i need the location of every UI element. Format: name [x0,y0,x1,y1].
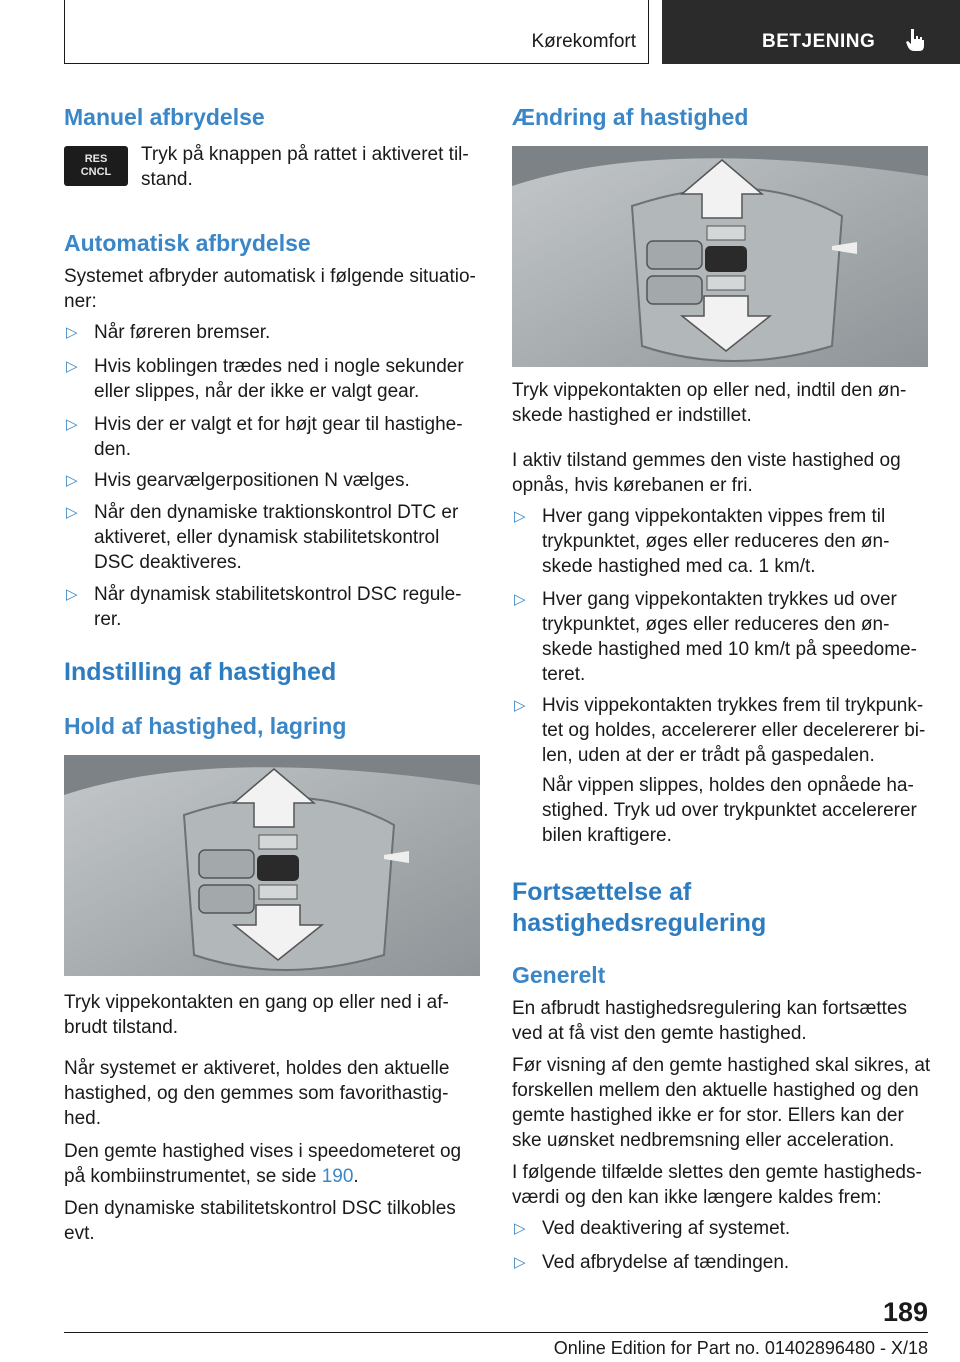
cncl-label: CNCL [80,166,112,178]
list-item-line: len, uden at der er trådt på gaspedalen. [542,745,875,766]
text-line: Den gemte hastighed vises i speedometeret og [64,1141,462,1162]
bullet-triangle-icon: ▷ [514,1254,526,1271]
change-speed-text-1 [512,378,906,428]
steering-wheel-image [64,755,480,976]
general-text-2 [512,1053,930,1153]
text-line: Systemet afbryder automatisk i følgende situatio- [64,266,476,287]
steering-wheel-illustration [64,755,480,976]
text-line: hastighed, og den gemmes som favorithastig- [64,1083,449,1104]
general-text-3 [512,1160,922,1210]
text-line: forskellen mellem den aktuelle hastighed og den [512,1080,919,1101]
list-item-line: skede hastighed med 10 km/t på speedome- [542,639,917,660]
list-item-line: den. [94,439,131,460]
list-item [64,354,464,404]
change-speed-heading: Ændring af hastighed [512,104,749,130]
bullet-triangle-icon: ▷ [66,358,78,375]
list-item-line: trykpunktet, øges eller reduceres den øn- [542,614,890,635]
header-chapter-tab [662,0,960,64]
text-line: I aktiv tilstand gemmes den viste hastighed og [512,450,901,471]
text-line: En afbrudt hastighedsregulering kan fortsættes [512,998,908,1019]
list-item-line: Ved afbrydelse af tændingen. [542,1252,790,1273]
auto-stop-intro [64,264,476,314]
bullet-triangle-icon: ▷ [514,508,526,525]
hand-pointer-icon [905,27,927,53]
hold-speed-text-3 [64,1139,461,1189]
list-item [512,587,917,687]
list-item-line: skede hastighed med ca. 1 km/t. [542,556,816,577]
text-line: ske uønsket nedbremsning eller acceleration. [512,1130,895,1151]
steering-wheel-illustration-2 [512,146,928,367]
list-item-line: aktiveret, eller dynamisk stabilitetskontrol [94,527,440,548]
list-item [512,504,889,579]
list-item-line: Hvis vippekontakten trykkes frem til trykpunk- [542,695,924,716]
text-line: hed. [64,1108,101,1129]
text-line: ner: [64,291,97,312]
hold-speed-text-1 [64,990,449,1040]
res-label: RES [84,153,108,165]
list-item-line: Hvis koblingen trædes ned i nogle sekunder [94,356,464,377]
manual-stop-heading: Manuel afbrydelse [64,104,265,130]
bullet-triangle-icon: ▷ [514,591,526,608]
steering-wheel-image-2 [512,146,928,367]
text-line: Tryk vippekontakten en gang op eller ned i af- [64,992,449,1013]
list-item-line: Hver gang vippekontakten vippes frem til [542,506,886,527]
list-item-line: Når føreren bremser. [94,322,271,343]
list-item-line: Hvis der er valgt et for højt gear til hastighe- [94,414,463,435]
list-item-line: trykpunktet, øges eller reduceres den øn- [542,531,890,552]
list-item-line: Hver gang vippekontakten trykkes ud over [542,589,897,610]
list-item-line: Hvis gearvælgerpositionen N vælges. [94,470,410,491]
footer-edition: Online Edition for Part no. 01402896480 - X/18 [553,1338,928,1358]
list-item [64,320,270,345]
change-item-3-extra [542,773,917,848]
list-item [64,582,461,632]
text-line: . [353,1166,359,1187]
bullet-triangle-icon: ▷ [66,586,78,603]
bullet-triangle-icon: ▷ [66,324,78,341]
list-item [512,1216,790,1241]
hold-speed-text-2 [64,1056,449,1131]
list-item-line: rer. [94,609,122,630]
heading-line: hastighedsregulering [512,909,767,937]
list-item-line: DSC deaktiveres. [94,552,242,573]
text-line: gemte hastighed ikke er for stor. Ellers kan der [512,1105,904,1126]
list-item-line: Når den dynamiske traktionskontrol DTC er [94,502,459,523]
list-item-line: teret. [542,664,586,685]
res-cncl-button-icon [64,146,128,186]
bullet-triangle-icon: ▷ [514,1220,526,1237]
text-line: skede hastighed er indstillet. [512,405,752,426]
text-line: Før visning af den gemte hastighed skal sikres, at [512,1055,931,1076]
hold-speed-text-4 [64,1196,456,1246]
bullet-triangle-icon: ▷ [514,697,526,714]
page-number: 189 [882,1297,928,1327]
text-line: Når systemet er aktiveret, holdes den aktuelle [64,1058,450,1079]
footer-divider [64,1332,928,1333]
list-item [64,500,458,575]
text-line: brudt tilstand. [64,1017,179,1038]
hold-speed-heading: Hold af hastighed, lagring [64,713,347,739]
list-item-line: tet og holdes, accelererer eller decelererer bi- [542,720,926,741]
text-line: opnås, hvis kørebanen er fri. [512,475,753,496]
auto-stop-heading: Automatisk afbrydelse [64,230,311,256]
text-line: evt. [64,1223,95,1244]
bullet-triangle-icon: ▷ [66,416,78,433]
text-line: stand. [141,169,193,190]
list-item [512,1250,789,1275]
header-chapter-title: BETJENING [762,31,876,52]
text-line: bilen kraftigere. [542,825,672,846]
text-line: Tryk vippekontakten op eller ned, indtil den øn- [512,380,907,401]
resume-heading [512,877,766,939]
list-item-line: Ved deaktivering af systemet. [542,1218,791,1239]
change-speed-text-2 [512,448,901,498]
list-item [64,412,463,462]
text-line: Når vippen slippes, holdes den opnåede ha- [542,775,914,796]
list-item-line: eller slippes, når der ikke er valgt gear. [94,381,420,402]
page-reference-link[interactable]: 190 [321,1166,354,1187]
bullet-triangle-icon: ▷ [66,472,78,489]
general-heading: Generelt [512,962,606,988]
heading-line: Fortsættelse af [512,878,692,906]
header-section-title: Kørekomfort [531,31,636,52]
list-item [512,693,925,768]
text-line: I følgende tilfælde slettes den gemte hastigheds- [512,1162,922,1183]
text-line: på kombiinstrumentet, se side [64,1166,322,1187]
text-line: værdi og den kan ikke længere kaldes frem: [512,1187,882,1208]
manual-stop-text [141,142,469,192]
bullet-triangle-icon: ▷ [66,504,78,521]
text-line: ved at få vist den gemte hastighed. [512,1023,807,1044]
general-text-1 [512,996,907,1046]
text-line: stighed. Tryk ud over trykpunktet accelererer [542,800,917,821]
text-line: Den dynamiske stabilitetskontrol DSC tilkobles [64,1198,456,1219]
list-item [64,468,410,493]
set-speed-heading: Indstilling af hastighed [64,658,337,686]
text-line: Tryk på knappen på rattet i aktiveret til- [141,144,469,165]
list-item-line: Når dynamisk stabilitetskontrol DSC regule- [94,584,462,605]
header-section-box [64,0,649,64]
